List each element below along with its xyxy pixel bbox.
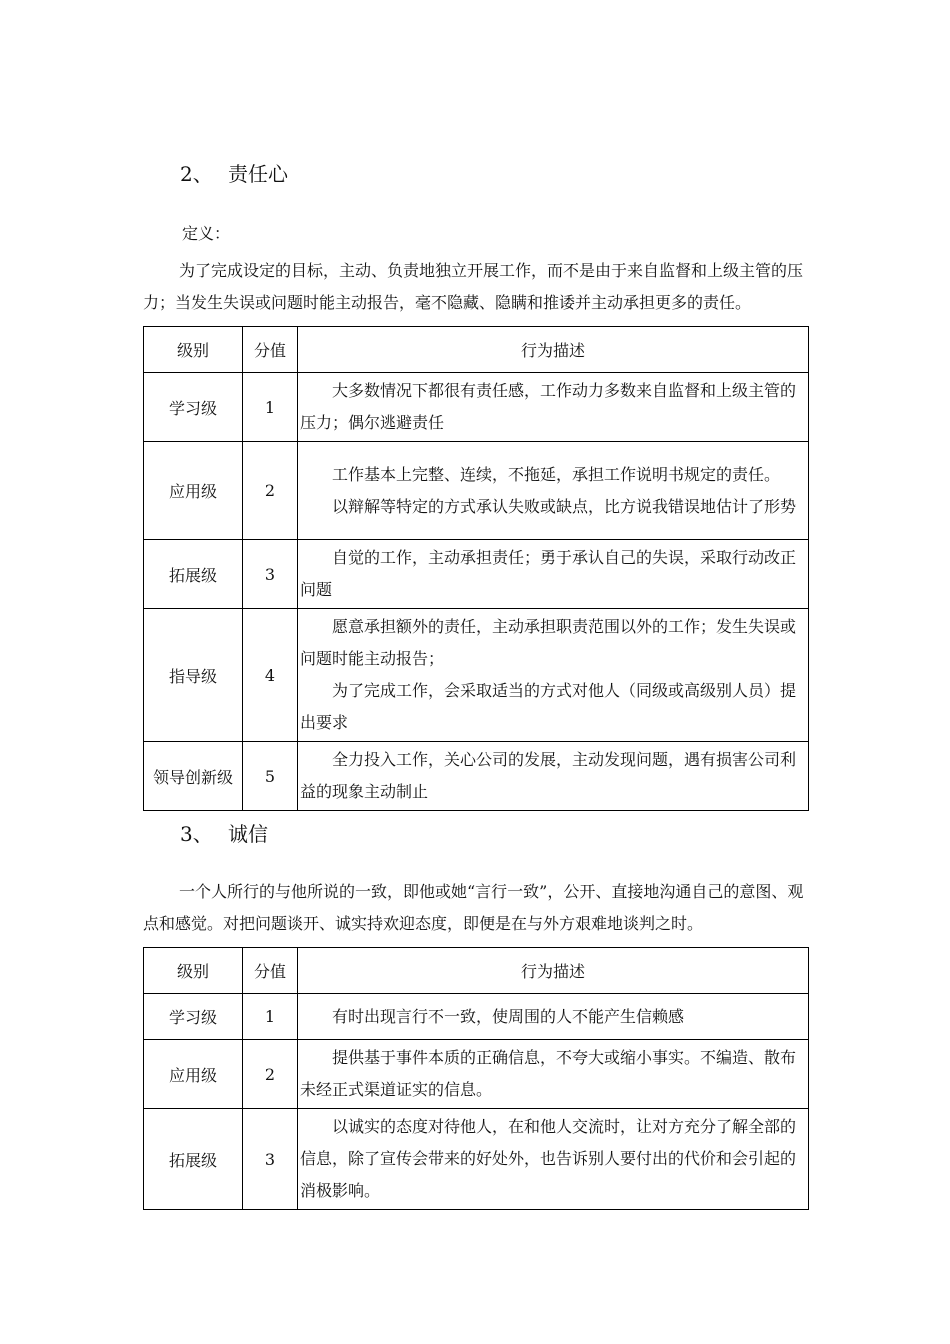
table-row [144,1040,809,1109]
responsibility-table [143,326,809,811]
description-text: 以辩解等特定的方式承认失败或缺点，比方说我错误地估计了形势 [332,496,797,516]
description-cell [298,609,809,742]
description-cell [298,442,809,540]
description-text: 为了完成工作，会采取适当的方式对他人（同级或高级别人员）提出要求 [300,681,797,732]
description-cell [298,540,809,609]
level-cell: 拓展级 [144,1109,243,1210]
description-text: 愿意承担额外的责任，主动承担职责范围以外的工作；发生失误或问题时能主动报告； [300,617,797,668]
description-cell [298,1109,809,1210]
table-header-row [144,948,809,994]
section-2-paragraph: 为了完成设定的目标，主动、负责地独立开展工作，而不是由于来自监督和上级主管的压力；当发生失误或问题时能主动报告，毫不隐藏、隐瞒和推诿并主动承担更多的责任。 [143,261,804,312]
level-cell: 拓展级 [144,540,243,609]
section-3-number: 3、 [180,822,213,846]
section-2-heading [180,158,288,187]
description-text: 自觉的工作，主动承担责任；勇于承认自己的失误，采取行动改正问题 [300,548,797,599]
section-3-heading [180,818,268,847]
description-cell [298,742,809,811]
header-description: 行为描述 [298,327,809,373]
description-text: 全力投入工作，关心公司的发展，主动发现问题，遇有损害公司利益的现象主动制止 [300,750,797,801]
header-level: 级别 [144,948,243,994]
score-cell: 2 [243,1040,298,1109]
score-cell: 3 [243,1109,298,1210]
description-cell [298,1040,809,1109]
score-cell: 5 [243,742,298,811]
description-text: 有时出现言行不一致，使周围的人不能产生信赖感 [332,1006,685,1026]
section-2-number: 2、 [180,162,213,186]
table-row [144,540,809,609]
header-level: 级别 [144,327,243,373]
description-text: 大多数情况下都很有责任感，工作动力多数来自监督和上级主管的压力；偶尔逃避责任 [300,381,797,432]
section-3-title: 诚信 [228,822,268,846]
score-cell: 3 [243,540,298,609]
score-cell: 2 [243,442,298,540]
table-row [144,742,809,811]
level-cell: 学习级 [144,994,243,1040]
definition-label: 定义： [182,224,231,243]
description-text: 以诚实的态度对待他人，在和他人交流时，让对方充分了解全部的信息，除了宣传会带来的好处外，也告诉别人要付出的代价和会引起的消极影响。 [300,1117,797,1200]
table-row [144,609,809,742]
level-cell: 应用级 [144,1040,243,1109]
score-cell: 1 [243,994,298,1040]
integrity-table [143,947,809,1210]
level-cell: 领导创新级 [144,742,243,811]
level-cell: 指导级 [144,609,243,742]
level-cell: 应用级 [144,442,243,540]
score-cell: 1 [243,373,298,442]
score-cell: 4 [243,609,298,742]
table-row [144,373,809,442]
description-cell [298,373,809,442]
table-row [144,442,809,540]
table-row [144,994,809,1040]
header-description: 行为描述 [298,948,809,994]
table-header-row [144,327,809,373]
level-cell: 学习级 [144,373,243,442]
section-2-title: 责任心 [228,162,288,186]
description-cell [298,994,809,1040]
section-3-paragraph: 一个人所行的与他所说的一致，即他或她“言行一致”，公开、直接地沟通自己的意图、观点和感觉。对把问题谈开、诚实持欢迎态度，即便是在与外方艰难地谈判之时。 [143,882,804,933]
description-text: 工作基本上完整、连续，不拖延，承担工作说明书规定的责任。 [332,464,781,484]
header-score: 分值 [243,948,298,994]
header-score: 分值 [243,327,298,373]
table-row [144,1109,809,1210]
description-text: 提供基于事件本质的正确信息，不夸大或缩小事实。不编造、散布未经正式渠道证实的信息。 [300,1048,797,1099]
